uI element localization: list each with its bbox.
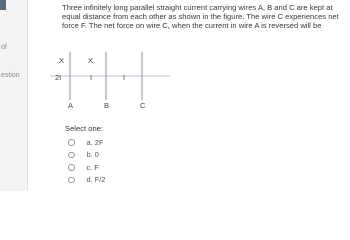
current-label-c: I	[123, 73, 126, 82]
wire-label-a: A	[68, 101, 74, 110]
option-d-label[interactable]: d. F/2	[86, 175, 106, 185]
option-c[interactable]	[68, 161, 105, 174]
wires-figure	[50, 52, 170, 114]
option-a-radio[interactable]	[68, 139, 75, 146]
cross-mark-b: X	[88, 56, 94, 65]
option-b-label[interactable]: b. 0	[86, 150, 99, 160]
option-a-label[interactable]: a. 2F	[86, 137, 104, 147]
current-label-b: I	[90, 73, 93, 82]
answer-options	[68, 136, 105, 186]
current-label-a: 2I	[55, 73, 62, 82]
option-b-radio[interactable]	[68, 152, 75, 159]
question-text: Three infinitely long parallel straight current carrying wires A, B and C are kept at equal distance from each other as shown in the figure. The wire C experiences net force F. The net force on wire C, when the current in wire A is reversed will be	[62, 3, 339, 31]
sidebar-label-question: estion	[1, 72, 20, 79]
option-c-radio[interactable]	[68, 164, 75, 171]
sidebar-label-of: of	[1, 44, 7, 51]
option-d[interactable]	[68, 174, 105, 187]
option-b[interactable]	[68, 149, 105, 162]
cross-mark-a: X	[59, 56, 65, 65]
option-d-radio[interactable]	[68, 177, 75, 184]
wire-label-c: C	[140, 101, 146, 110]
sidebar-top-marker	[0, 0, 6, 10]
option-a[interactable]	[68, 136, 105, 149]
select-one-label: Select one:	[65, 124, 103, 133]
option-c-label[interactable]: c. F	[86, 162, 99, 172]
wire-label-b: B	[104, 101, 110, 110]
left-sidebar	[0, 0, 28, 191]
